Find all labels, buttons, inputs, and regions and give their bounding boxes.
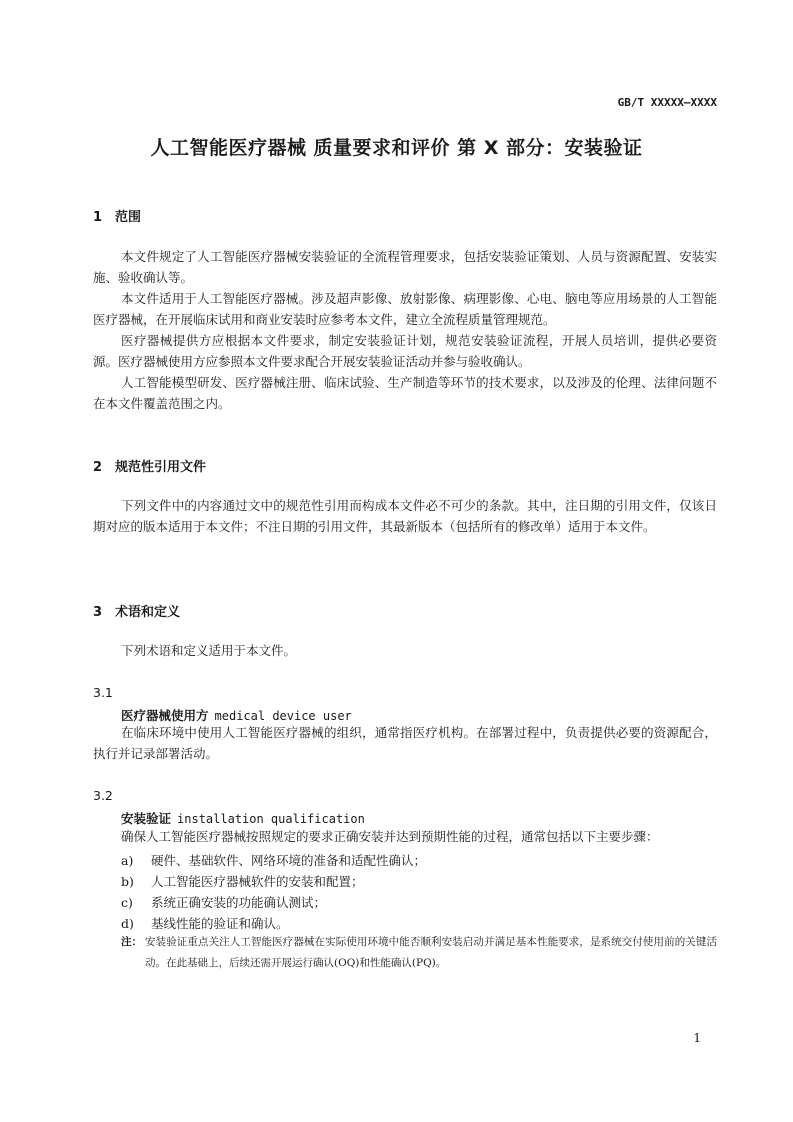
standard-code: GB/T XXXXX—XXXX: [617, 96, 717, 109]
term-definition: 确保人工智能医疗器械按照规定的要求正确安装并达到预期性能的过程，通常包括以下主要步骤：: [121, 829, 659, 844]
list-item: [121, 914, 289, 932]
note-text: 安装验证重点关注人工智能医疗器械在实际使用环境中能否顺利安装启动并满足基本性能要求，是系统交付使用前的关键活动。在此基础上，后续还需开展运行确认(OQ)和性能确认(PQ)。: [145, 936, 717, 969]
scope-paragraph: 本文件规定了人工智能医疗器械安装验证的全流程管理要求，包括安装验证策划、人员与资源配置、安装实施、验收确认等。: [93, 249, 717, 285]
list-marker: d): [121, 916, 134, 931]
list-text: 硬件、基础软件、网络环境的准备和适配性确认；: [151, 853, 427, 868]
section-heading-scope: [93, 206, 141, 225]
scope-paragraph: 医疗器械提供方应根据本文件要求，制定安装验证计划，规范安装验证流程，开展人员培训，提供必要资源。医疗器械使用方应参照本文件要求配合开展安装验证活动并参与验收确认。: [93, 333, 717, 369]
term-english: medical device user: [214, 709, 352, 723]
scope-paragraph: 本文件适用于人工智能医疗器械。涉及超声影像、放射影像、病理影像、心电、脑电等应用场景的人工智能医疗器械，在开展临床试用和商业安装时应参考本文件，建立全流程质量管理规范。: [93, 291, 717, 327]
term-number: 3.1: [93, 685, 113, 700]
term-definition: 在临床环境中使用人工智能医疗器械的组织，通常指医疗机构。在部署过程中，负责提供必要的资源配合，执行并记录部署活动。: [93, 725, 717, 761]
section-heading-terms: [93, 601, 180, 620]
references-paragraph: 下列文件中的内容通过文中的规范性引用而构成本文件必不可少的条款。其中，注日期的引用文件，仅该日期对应的版本适用于本文件；不注日期的引用文件，其最新版本（包括所有的修改单）适用于本文件。: [93, 498, 717, 534]
terms-intro: 下列术语和定义适用于本文件。: [121, 643, 297, 658]
note: [121, 932, 717, 974]
document-title: 人工智能医疗器械 质量要求和评价 第 X 部分：安装验证: [150, 137, 643, 159]
note-label: 注：: [121, 936, 142, 948]
section-title: 范围: [115, 210, 142, 225]
scope-paragraph: 人工智能模型研发、医疗器械注册、临床试验、生产制造等环节的技术要求，以及涉及的伦理、法律问题不在本文件覆盖范围之内。: [93, 375, 717, 411]
section-number: 2: [93, 460, 103, 475]
list-item: [121, 851, 426, 869]
list-marker: c): [121, 895, 133, 910]
list-text: 基线性能的验证和确认。: [151, 916, 289, 931]
term-number: 3.2: [93, 788, 113, 803]
term-english: installation qualification: [177, 812, 365, 826]
term-entry: [121, 809, 365, 827]
section-heading-normative-references: [93, 456, 206, 475]
list-marker: b): [121, 874, 134, 889]
section-title: 规范性引用文件: [115, 460, 207, 475]
list-text: 系统正确安装的功能确认测试；: [151, 895, 327, 910]
section-title: 术语和定义: [115, 605, 181, 620]
term-chinese: 医疗器械使用方: [121, 708, 209, 723]
section-number: 1: [93, 210, 103, 225]
list-marker: a): [121, 853, 134, 868]
term-chinese: 安装验证: [121, 811, 172, 826]
list-text: 人工智能医疗器械软件的安装和配置；: [151, 874, 364, 889]
section-number: 3: [93, 605, 103, 620]
page-number: 1: [693, 1031, 701, 1045]
list-item: [121, 893, 326, 911]
list-item: [121, 872, 364, 890]
